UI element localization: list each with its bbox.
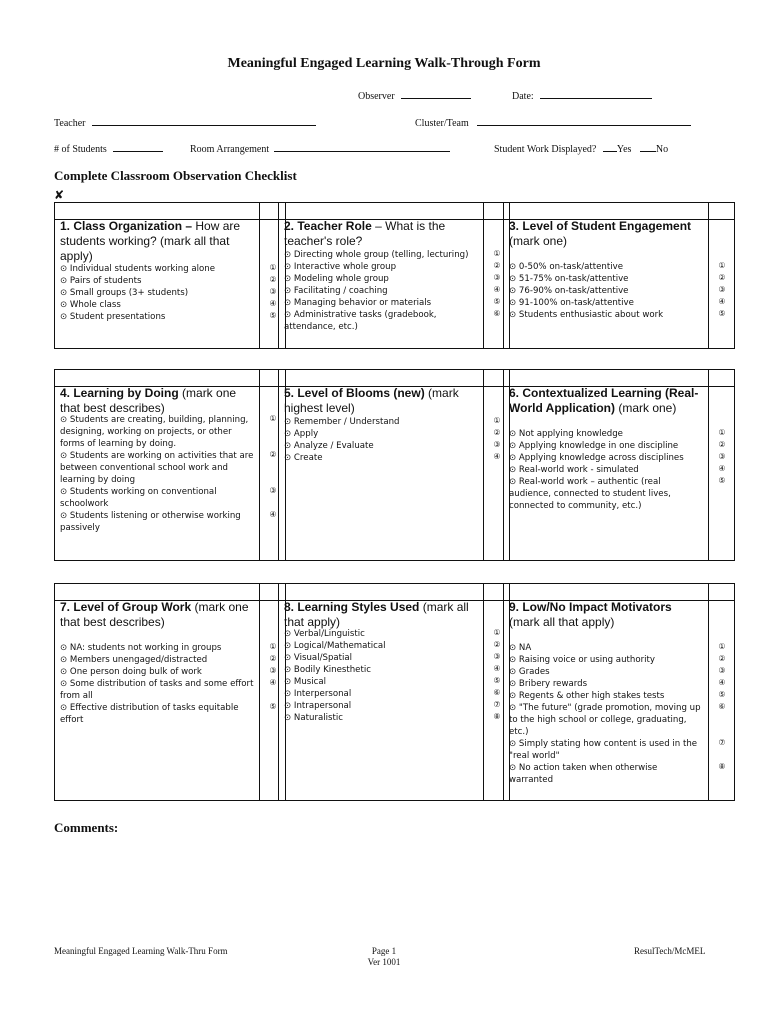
option-number-mark[interactable]: ①	[718, 261, 726, 270]
checklist-box-3	[503, 202, 735, 349]
checklist-option[interactable]: ⊙ Analyze / Evaluate	[284, 441, 374, 451]
teacher-field[interactable]	[54, 115, 316, 129]
checklist-option[interactable]: ⊙ Visual/Spatial	[284, 653, 353, 663]
option-number-mark[interactable]: ⑥	[718, 702, 726, 711]
checklist-option[interactable]: ⊙ 91-100% on-task/attentive	[509, 298, 634, 308]
observer-field[interactable]	[358, 88, 471, 102]
box-top-bar	[504, 370, 734, 387]
cluster-blank[interactable]	[477, 115, 691, 126]
box-marks	[708, 428, 736, 560]
checklist-option[interactable]: ⊙ Apply	[284, 429, 319, 439]
option-number-mark[interactable]: ③	[269, 287, 277, 296]
box-title	[284, 219, 478, 249]
comments-label: Comments:	[54, 820, 119, 835]
checklist-option[interactable]: ⊙ Not applying knowledge	[509, 429, 623, 439]
no-label: No	[655, 144, 669, 155]
checklist-box-2	[278, 202, 510, 349]
checklist-option[interactable]: ⊙ Intrapersonal	[284, 701, 352, 711]
option-number-mark[interactable]: ②	[493, 428, 501, 437]
box-title	[509, 386, 703, 416]
option-number-mark[interactable]: ④	[269, 510, 277, 519]
checklist-option[interactable]: ⊙ Whole class	[60, 300, 121, 310]
checklist-option[interactable]: ⊙ Some distribution of tasks and some effort from all	[60, 679, 254, 701]
option-number-mark[interactable]: ②	[493, 640, 501, 649]
date-field[interactable]	[512, 88, 652, 102]
checklist-heading: Complete Classroom Observation Checklist	[54, 168, 297, 183]
checklist-option[interactable]: ⊙ Student presentations	[60, 312, 166, 322]
option-number-mark[interactable]: ②	[493, 261, 501, 270]
checklist-option[interactable]: ⊙ NA	[509, 643, 532, 653]
box-items	[60, 642, 254, 726]
checklist-option[interactable]: ⊙ Effective distribution of tasks equitable effort	[60, 703, 239, 725]
checklist-option[interactable]: ⊙ Logical/Mathematical	[284, 641, 386, 651]
option-number-mark[interactable]: ⑦	[718, 738, 726, 747]
checklist-option[interactable]: ⊙ Students enthusiastic about work	[509, 310, 664, 320]
option-number-mark[interactable]: ③	[718, 285, 726, 294]
option-number-mark[interactable]: ②	[269, 450, 277, 459]
box-title-rest: (mark one)	[509, 234, 568, 248]
option-number-mark[interactable]: ②	[718, 273, 726, 282]
x-mark-icon: ✘	[54, 188, 65, 202]
option-number-mark[interactable]: ⑦	[493, 700, 501, 709]
checklist-option[interactable]: ⊙ 76-90% on-task/attentive	[509, 286, 629, 296]
option-number-mark[interactable]: ⑤	[718, 309, 726, 318]
box-items	[509, 261, 703, 321]
box-marks	[708, 642, 736, 800]
option-number-mark[interactable]: ②	[718, 440, 726, 449]
observer-blank[interactable]	[401, 88, 471, 99]
checklist-option[interactable]: ⊙ "The future" (grade promotion, moving up to the high school or college, graduating, etc.)	[509, 703, 701, 737]
checklist-box-8	[278, 583, 510, 801]
box-title	[509, 600, 703, 630]
checklist-box-4	[54, 369, 286, 561]
box-items	[509, 642, 703, 786]
footer-right: ResulTech/McMEL	[634, 946, 706, 956]
box-marks	[708, 261, 736, 348]
box-title-rest: (mark all that apply)	[509, 615, 615, 629]
checklist-option[interactable]: ⊙ 51-75% on-task/attentive	[509, 274, 629, 284]
option-number-mark[interactable]: ①	[269, 414, 277, 423]
option-number-mark[interactable]: ⑤	[269, 311, 277, 320]
option-number-mark[interactable]: ④	[493, 664, 501, 673]
yes-blank[interactable]	[603, 141, 617, 152]
option-number-mark[interactable]: ⑤	[493, 676, 501, 685]
option-number-mark[interactable]: ①	[493, 249, 501, 258]
checklist-box-1	[54, 202, 286, 349]
box-title	[60, 219, 254, 264]
option-number-mark[interactable]: ④	[269, 299, 277, 308]
option-number-mark[interactable]: ⑤	[493, 297, 501, 306]
option-number-mark[interactable]: ③	[269, 666, 277, 675]
option-number-mark[interactable]: ③	[493, 440, 501, 449]
checklist-option[interactable]: ⊙ Raising voice or using authority	[509, 655, 655, 665]
box-items	[60, 414, 254, 534]
checklist-option[interactable]: ⊙ Regents & other high stakes tests	[509, 691, 665, 701]
checklist-option[interactable]: ⊙ Students working on conventional schoolwork	[60, 487, 217, 509]
option-number-mark[interactable]: ①	[493, 416, 501, 425]
box-title-rest: – What is the teacher's role?	[284, 219, 446, 248]
option-number-mark[interactable]: ⑥	[493, 688, 501, 697]
box-title-bold: 8. Learning Styles Used	[284, 600, 420, 614]
checklist-box-5	[278, 369, 510, 561]
checklist-option[interactable]: ⊙ Pairs of students	[60, 276, 142, 286]
teacher-label: Teacher	[54, 118, 86, 129]
box-items	[509, 428, 703, 512]
box-title-bold: 6. Contextualized Learning (Real-World Application)	[509, 386, 699, 415]
option-number-mark[interactable]: ①	[493, 628, 501, 637]
option-number-mark[interactable]: ①	[718, 642, 726, 651]
observer-label: Observer	[358, 91, 395, 102]
box-title-bold: 5. Level of Blooms (new)	[284, 386, 425, 400]
no-blank[interactable]	[640, 141, 656, 152]
checklist-option[interactable]: ⊙ Real-world work - simulated	[509, 465, 639, 475]
teacher-blank[interactable]	[92, 115, 316, 126]
option-number-mark[interactable]: ⑤	[269, 702, 277, 711]
checklist-box-9	[503, 583, 735, 801]
checklist-option[interactable]: ⊙ 0-50% on-task/attentive	[509, 262, 623, 272]
box-title-bold: 4. Learning by Doing	[60, 386, 179, 400]
box-title-rest: (mark one)	[615, 401, 677, 415]
students-blank[interactable]	[113, 141, 163, 152]
box-title-bold: 7. Level of Group Work	[60, 600, 192, 614]
checklist-option[interactable]: ⊙ Small groups (3+ students)	[60, 288, 189, 298]
room-blank[interactable]	[274, 141, 450, 152]
checklist-option[interactable]: ⊙ Managing behavior or materials	[284, 298, 432, 308]
box-items	[284, 628, 478, 724]
room-field[interactable]	[190, 141, 450, 155]
checklist-option[interactable]: ⊙ Bribery rewards	[509, 679, 588, 689]
date-label: Date:	[512, 91, 534, 102]
room-label: Room Arrangement	[190, 144, 270, 155]
option-number-mark[interactable]: ④	[493, 452, 501, 461]
box-title-rest: (mark highest level)	[284, 386, 459, 415]
box-top-bar	[279, 584, 509, 601]
box-items	[60, 263, 254, 323]
option-number-mark[interactable]: ③	[718, 452, 726, 461]
box-top-bar	[504, 203, 734, 220]
box-title-rest: (mark one that best describes)	[60, 600, 249, 629]
cluster-label: Cluster/Team	[415, 118, 469, 129]
checklist-option[interactable]: ⊙ Students are creating, building, planning, designing, working on projects, or other forms of learning by doing.	[60, 415, 249, 449]
students-field[interactable]	[54, 141, 163, 155]
box-title	[284, 386, 478, 416]
option-number-mark[interactable]: ④	[718, 678, 726, 687]
option-number-mark[interactable]: ⑤	[718, 476, 726, 485]
box-title-bold: 3. Level of Student Engagement	[509, 219, 692, 233]
checklist-option[interactable]: ⊙ One person doing bulk of work	[60, 667, 202, 677]
checklist-option[interactable]: ⊙ Modeling whole group	[284, 274, 389, 284]
box-title-bold: 9. Low/No Impact Motivators	[509, 600, 672, 614]
checklist-option[interactable]: ⊙ NA: students not working in groups	[60, 643, 222, 653]
checklist-box-6	[503, 369, 735, 561]
option-number-mark[interactable]: ①	[269, 642, 277, 651]
cluster-field[interactable]	[415, 115, 691, 129]
checklist-option[interactable]: ⊙ Real-world work – authentic (real audience, connected to student lives, connected to community, etc.)	[509, 477, 671, 511]
checklist-option[interactable]: ⊙ Create	[284, 453, 323, 463]
page-title: Meaningful Engaged Learning Walk-Through Form	[227, 56, 541, 71]
checklist-option[interactable]: ⊙ Individual students working alone	[60, 264, 216, 274]
box-top-bar	[504, 584, 734, 601]
option-number-mark[interactable]: ⑧	[718, 762, 726, 771]
box-top-bar	[55, 370, 285, 387]
checklist-option[interactable]: ⊙ Administrative tasks (gradebook, attendance, etc.)	[284, 310, 437, 332]
checklist-box-7	[54, 583, 286, 801]
checklist-option[interactable]: ⊙ Students are working on activities that are between conventional school work and learning by doing	[60, 451, 254, 485]
checklist-option[interactable]: ⊙ Naturalistic	[284, 713, 343, 723]
box-title	[60, 386, 254, 416]
option-number-mark[interactable]: ③	[718, 666, 726, 675]
option-number-mark[interactable]: ③	[493, 273, 501, 282]
box-items	[284, 416, 478, 464]
yes-label: Yes	[616, 144, 632, 155]
option-number-mark[interactable]: ⑤	[718, 690, 726, 699]
box-title	[284, 600, 478, 630]
option-number-mark[interactable]: ②	[269, 275, 277, 284]
option-number-mark[interactable]: ③	[493, 652, 501, 661]
footer-version: Ver 1001	[367, 957, 401, 967]
checklist-option[interactable]: ⊙ Applying knowledge in one discipline	[509, 441, 679, 451]
box-top-bar	[279, 203, 509, 220]
date-blank[interactable]	[540, 88, 652, 99]
checklist-option[interactable]: ⊙ Verbal/Linguistic	[284, 629, 365, 639]
box-title-bold: 1. Class Organization –	[60, 219, 193, 233]
work-displayed-field[interactable]	[494, 141, 668, 155]
work-displayed-label: Student Work Displayed?	[494, 144, 597, 155]
checklist-option[interactable]: ⊙ Directing whole group (telling, lecturing)	[284, 250, 469, 260]
option-number-mark[interactable]: ⑧	[493, 712, 501, 721]
option-number-mark[interactable]: ①	[269, 263, 277, 272]
checklist-option[interactable]: ⊙ Remember / Understand	[284, 417, 400, 427]
box-title-rest: (mark all that apply)	[284, 600, 469, 629]
box-items	[284, 249, 478, 333]
checklist-option[interactable]: ⊙ Interpersonal	[284, 689, 352, 699]
box-title-rest: How are students working? (mark all that apply)	[60, 219, 241, 263]
checklist-option[interactable]: ⊙ Interactive whole group	[284, 262, 397, 272]
footer-page: Page 1	[371, 946, 397, 956]
option-number-mark[interactable]: ②	[269, 654, 277, 663]
option-number-mark[interactable]: ⑥	[493, 309, 501, 318]
students-label: # of Students	[54, 144, 107, 155]
box-title	[509, 219, 703, 249]
box-top-bar	[279, 370, 509, 387]
option-number-mark[interactable]: ④	[269, 678, 277, 687]
checklist-option[interactable]: ⊙ No action taken when otherwise warranted	[509, 763, 658, 785]
checklist-option[interactable]: ⊙ Grades	[509, 667, 550, 677]
checklist-option[interactable]: ⊙ Musical	[284, 677, 327, 687]
checklist-option[interactable]: ⊙ Bodily Kinesthetic	[284, 665, 371, 675]
checklist-option[interactable]: ⊙ Students listening or otherwise working passively	[60, 511, 241, 533]
box-top-bar	[55, 203, 285, 220]
option-number-mark[interactable]: ④	[718, 297, 726, 306]
checklist-option[interactable]: ⊙ Facilitating / coaching	[284, 286, 388, 296]
checklist-option[interactable]: ⊙ Members unengaged/distracted	[60, 655, 208, 665]
box-top-bar	[55, 584, 285, 601]
option-number-mark[interactable]: ④	[718, 464, 726, 473]
option-number-mark[interactable]: ①	[718, 428, 726, 437]
option-number-mark[interactable]: ②	[718, 654, 726, 663]
option-number-mark[interactable]: ④	[493, 285, 501, 294]
box-title	[60, 600, 254, 630]
box-title-rest: (mark one that best describes)	[60, 386, 237, 415]
checklist-option[interactable]: ⊙ Applying knowledge across disciplines	[509, 453, 684, 463]
option-number-mark[interactable]: ③	[269, 486, 277, 495]
checklist-option[interactable]: ⊙ Simply stating how content is used in the "real world"	[509, 739, 698, 761]
footer-left: Meaningful Engaged Learning Walk-Thru Form	[54, 946, 228, 956]
box-title-bold: 2. Teacher Role	[284, 219, 372, 233]
